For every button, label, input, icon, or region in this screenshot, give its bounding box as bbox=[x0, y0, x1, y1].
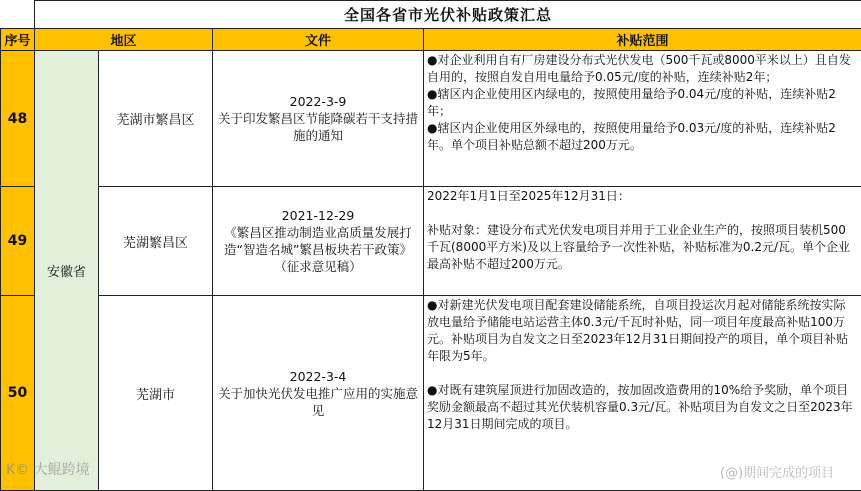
scope-paragraph: 补贴对象：建设分布式光伏发电项目并用于工业企业生产的，按照项目装机500千瓦(8000平方米)及以上容量给予一次性补贴，补贴标准为0.2元/瓦。单个企业最高补贴不超过200万元。 bbox=[427, 222, 857, 273]
row-file-date: 2022-3-9 bbox=[215, 93, 421, 110]
watermark-overlay: (@)期间完成的项目 bbox=[720, 462, 834, 481]
row-seq: 50 bbox=[1, 296, 35, 491]
row-file-title: 关于加快光伏发电推广应用的实施意见 bbox=[215, 385, 421, 419]
row-file-title: 《繁昌区推动制造业高质量发展打造“智造名城”繁昌板块若干政策》（征求意见稿） bbox=[215, 224, 421, 275]
table-row bbox=[1, 51, 861, 187]
row-seq: 48 bbox=[1, 51, 35, 187]
scope-paragraph: ●辖区内企业使用区外绿电的，按照使用量给予0.03元/度的补贴，连续补贴2年。单个项目补贴总额不超过200万元。 bbox=[427, 120, 857, 154]
table-row bbox=[1, 187, 861, 296]
scope-paragraph: 2022年1月1日至2025年12月31日： bbox=[427, 188, 857, 205]
header-region: 地区 bbox=[35, 29, 213, 51]
row-file-cell bbox=[213, 187, 424, 296]
scope-spacer bbox=[427, 205, 857, 222]
scope-paragraph: ●对新建光伏发电项目配套建设储能系统，自项目投运次月起对储能系统按实际放电量给予储能电站运营主体0.3元/千瓦时补贴，同一项目年度最高补贴100万元。补贴项目为自发文之日至2023年12月31日期间投产的项目，单个项目补贴年限为5年。 bbox=[427, 297, 857, 365]
row-file-date: 2022-3-4 bbox=[215, 368, 421, 385]
row-seq: 49 bbox=[1, 187, 35, 296]
scope-paragraph: ●对既有建筑屋顶进行加固改造的，按加固改造费用的10%给予奖励，单个项目奖励金额最高不超过其光伏装机容量0.3元/瓦。补贴项目为自发文之日至2023年12月31日期间完成的项目。 bbox=[427, 382, 857, 433]
row-region: 芜湖市繁昌区 bbox=[99, 51, 213, 187]
row-file-title: 关于印发繁昌区节能降碳若干支持措施的通知 bbox=[215, 110, 421, 144]
row-scope-cell bbox=[424, 187, 861, 296]
table-title: 全国各省市光伏补贴政策汇总 bbox=[35, 1, 861, 29]
header-seq: 序号 bbox=[1, 29, 35, 51]
province-cell: 安徽省 bbox=[35, 51, 99, 491]
header-row bbox=[1, 29, 861, 51]
row-file-cell bbox=[213, 296, 424, 491]
row-scope-cell bbox=[424, 51, 861, 187]
header-scope: 补贴范围 bbox=[424, 29, 861, 51]
scope-spacer bbox=[427, 365, 857, 382]
row-file-cell bbox=[213, 51, 424, 187]
row-region: 芜湖市 bbox=[99, 296, 213, 491]
scope-paragraph: ●对企业利用自有厂房建设分布式光伏发电（500千瓦或8000平米以上）且自发自用的，按照自发自用电量给予0.05元/度的补贴，连续补贴2年； bbox=[427, 52, 857, 86]
row-file-date: 2021-12-29 bbox=[215, 207, 421, 224]
row-region: 芜湖繁昌区 bbox=[99, 187, 213, 296]
title-row bbox=[1, 1, 861, 29]
watermark-logo: K© 大鲲跨境 bbox=[6, 459, 90, 479]
title-corner-cell bbox=[1, 1, 35, 29]
scope-paragraph: ●辖区内企业使用区内绿电的，按照使用量给予0.04元/度的补贴，连续补贴2年； bbox=[427, 86, 857, 120]
header-file: 文件 bbox=[213, 29, 424, 51]
